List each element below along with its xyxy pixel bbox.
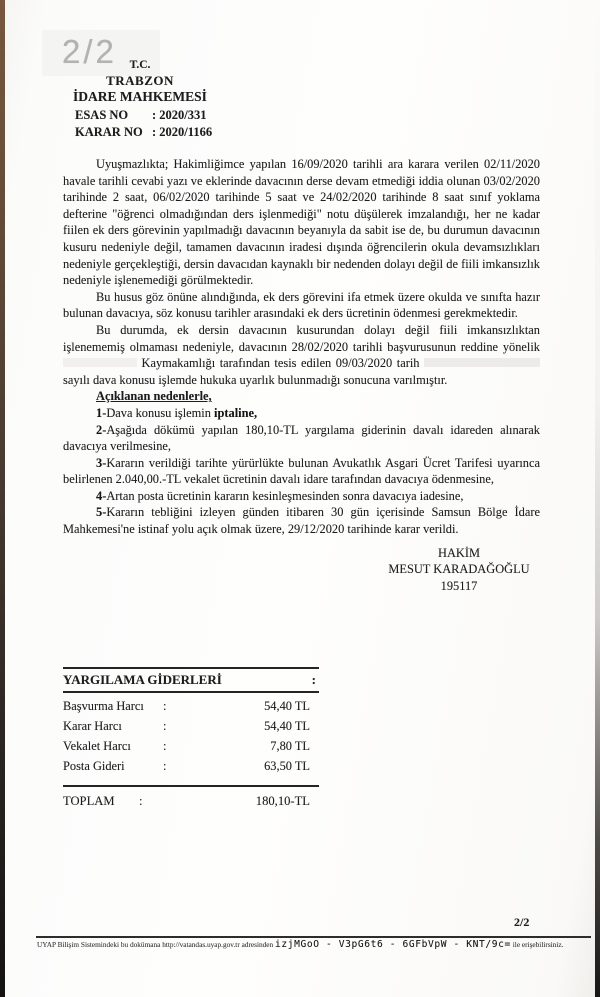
costs-table-header <box>63 667 319 693</box>
item-number: 2- <box>96 422 107 437</box>
karar-no-label: KARAR NO <box>75 124 143 139</box>
cost-value: 54,40 TL <box>264 719 310 734</box>
total-label: TOPLAM <box>63 794 115 809</box>
item-number: 5- <box>96 505 107 520</box>
cost-value: 7,80 TL <box>270 738 310 753</box>
judge-title: HAKİM <box>438 545 480 560</box>
esas-no-row <box>75 107 210 124</box>
uyap-footer-suffix: ile erişebilirsiniz. <box>512 940 564 949</box>
table-row <box>63 697 319 717</box>
total-colon: : <box>139 794 143 809</box>
item-text: Dava konusu işlemin <box>106 405 215 420</box>
item-text: Artan posta ücretinin kararın kesinleşmesinden sonra davacıya iadesine, <box>106 488 464 503</box>
judge-registry-no: 195117 <box>440 579 478 594</box>
paragraph-assessment: Bu husus göz önüne alındığında, ek ders görevini ifa etmek üzere okulda ve sınıfta hazır bulunan davacıya, söz konusu tarihler arasındaki ek ders ücretinin ödenmesi gerekmektedir. <box>63 289 540 321</box>
item-emphasis: iptaline, <box>214 405 258 420</box>
redaction-blank <box>424 358 540 367</box>
cost-value: 63,50 TL <box>264 758 310 773</box>
esas-no-label: ESAS NO <box>75 108 129 122</box>
item-text: Aşağıda dökümü yapılan 180,10-TL yargılama giderinin davalı idareden alınarak davacıya verilmesine, <box>63 422 540 454</box>
item-number: 4- <box>96 488 107 503</box>
cost-colon: : <box>163 719 167 734</box>
conclusion-text-middle: Kaymakamlığı tarafından tesis edilen 09/03/2020 tarih <box>141 356 420 371</box>
table-row <box>63 717 319 737</box>
costs-total-row <box>63 787 319 809</box>
paragraph-findings: Uyuşmazlıkta; Hakimliğimce yapılan 16/09/2020 tarihli ara karara verilen 02/11/2020 havale tarihli cevabi yazı ve eklerinde davacının derse devam etmediği iddia olunan 03/02/2020 tarihinde 2 saat, 06/02/2020 tarihinde 5 saat ve 24/02/2020 tarihinde 8 saat sınıf yoklama defterine "öğrenci olmadığından ders işlenmediği" notu düşülerek imzalandığı, her ne kadar fiilen ek ders görevinin yapılmadığı davacının beyanıyla da sabit ise de, bu durumun davacının kusuru nedeniyle değil, tamamen davacının iradesi dışında öğrencilerin okula devamsızlıkları nedeniyle gerçekleştiği, dersin davacıdan kaynaklı bir nedenden dolayı değil de fiili imkansızlık nedeniyle işlenemediği görülmektedir. <box>63 157 540 288</box>
decision-item-4 <box>63 488 540 505</box>
cost-label: Karar Harcı <box>63 719 122 734</box>
cost-colon: : <box>163 758 167 773</box>
item-number: 3- <box>96 455 107 470</box>
item-number: 1- <box>96 405 107 420</box>
cost-colon: : <box>163 699 167 714</box>
cost-label: Başvurma Harcı <box>63 699 144 714</box>
table-row <box>63 737 319 757</box>
decision-item-3 <box>63 455 540 488</box>
table-row <box>63 756 319 776</box>
cost-colon: : <box>163 738 167 753</box>
karar-no-value: : 2020/1166 <box>152 124 213 139</box>
uyap-footer <box>37 939 593 950</box>
republic-abbreviation: T.C. <box>129 59 151 71</box>
decisions-heading <box>63 388 540 405</box>
costs-table-title: YARGILAMA GİDERLERİ <box>63 672 222 687</box>
conclusion-text-after: sayılı dava konusu işlemde hukuka uyarlık bulunmadığı sonucuna varılmıştır. <box>63 372 448 387</box>
item-text: Kararın tebliğini izleyen günden itibaren 30 gün içerisinde Samsun Bölge İdare Mahkemesi'ne istinaf yolu açık olmak üzere, 29/12/2020 tarihinde karar verildi. <box>63 505 540 537</box>
court-name: İDARE MAHKEMESİ <box>73 89 207 104</box>
footer-divider <box>36 936 591 938</box>
cost-value: 54,40 TL <box>264 699 310 714</box>
item-text: Kararın verildiği tarihte yürürlükte bulunan Avukatlık Asgari Ücret Tarifesi uyarınca belirlenen 2.040,00.-TL vekalet ücretinin davalı idare tarafından davacıya ödenmesine, <box>63 455 540 487</box>
costs-table-title-colon: : <box>311 672 316 687</box>
cost-label: Posta Gideri <box>63 758 125 773</box>
decision-body <box>63 156 540 595</box>
uyap-footer-prefix: UYAP Bilişim Sistemindeki bu dokümana http://vatandas.uyap.gov.tr adresinden <box>37 940 274 949</box>
decision-item-2 <box>63 422 540 455</box>
cost-label: Vekalet Harcı <box>63 738 131 753</box>
esas-no-value: : 2020/331 <box>152 108 207 122</box>
decisions-heading-text: Açıklanan nedenlerle, <box>96 389 212 404</box>
redaction-blank <box>63 358 137 367</box>
costs-table-rows <box>63 693 319 776</box>
karar-no-row <box>75 124 213 141</box>
decision-item-5 <box>63 504 540 537</box>
total-value: 180,10-TL <box>255 794 310 809</box>
paragraph-conclusion <box>63 322 540 388</box>
decision-item-1 <box>63 405 540 422</box>
uyap-verification-code: izjMGoO - V3pG6t6 - 6GFbVpW - KNT/9c= <box>275 939 511 950</box>
court-city: TRABZON <box>106 73 174 88</box>
page-watermark: 2/2 <box>62 33 117 70</box>
litigation-costs-table <box>63 667 319 809</box>
judge-signature-block <box>343 545 575 595</box>
scan-edge-right <box>595 0 600 997</box>
judge-name: MESUT KARADAĞOĞLU <box>388 562 530 577</box>
page-number: 2/2 <box>514 915 530 929</box>
case-numbers <box>70 107 213 140</box>
conclusion-text-before: Bu durumda, ek dersin davacının kusurundan dolayı değil fiili imkansızlıktan işlenememiş olmaması nedeniyle, davacının 28/02/2020 tarihli başvurusunun reddine yönelik <box>63 322 540 354</box>
court-header <box>70 58 213 140</box>
scan-edge-left <box>0 0 5 997</box>
